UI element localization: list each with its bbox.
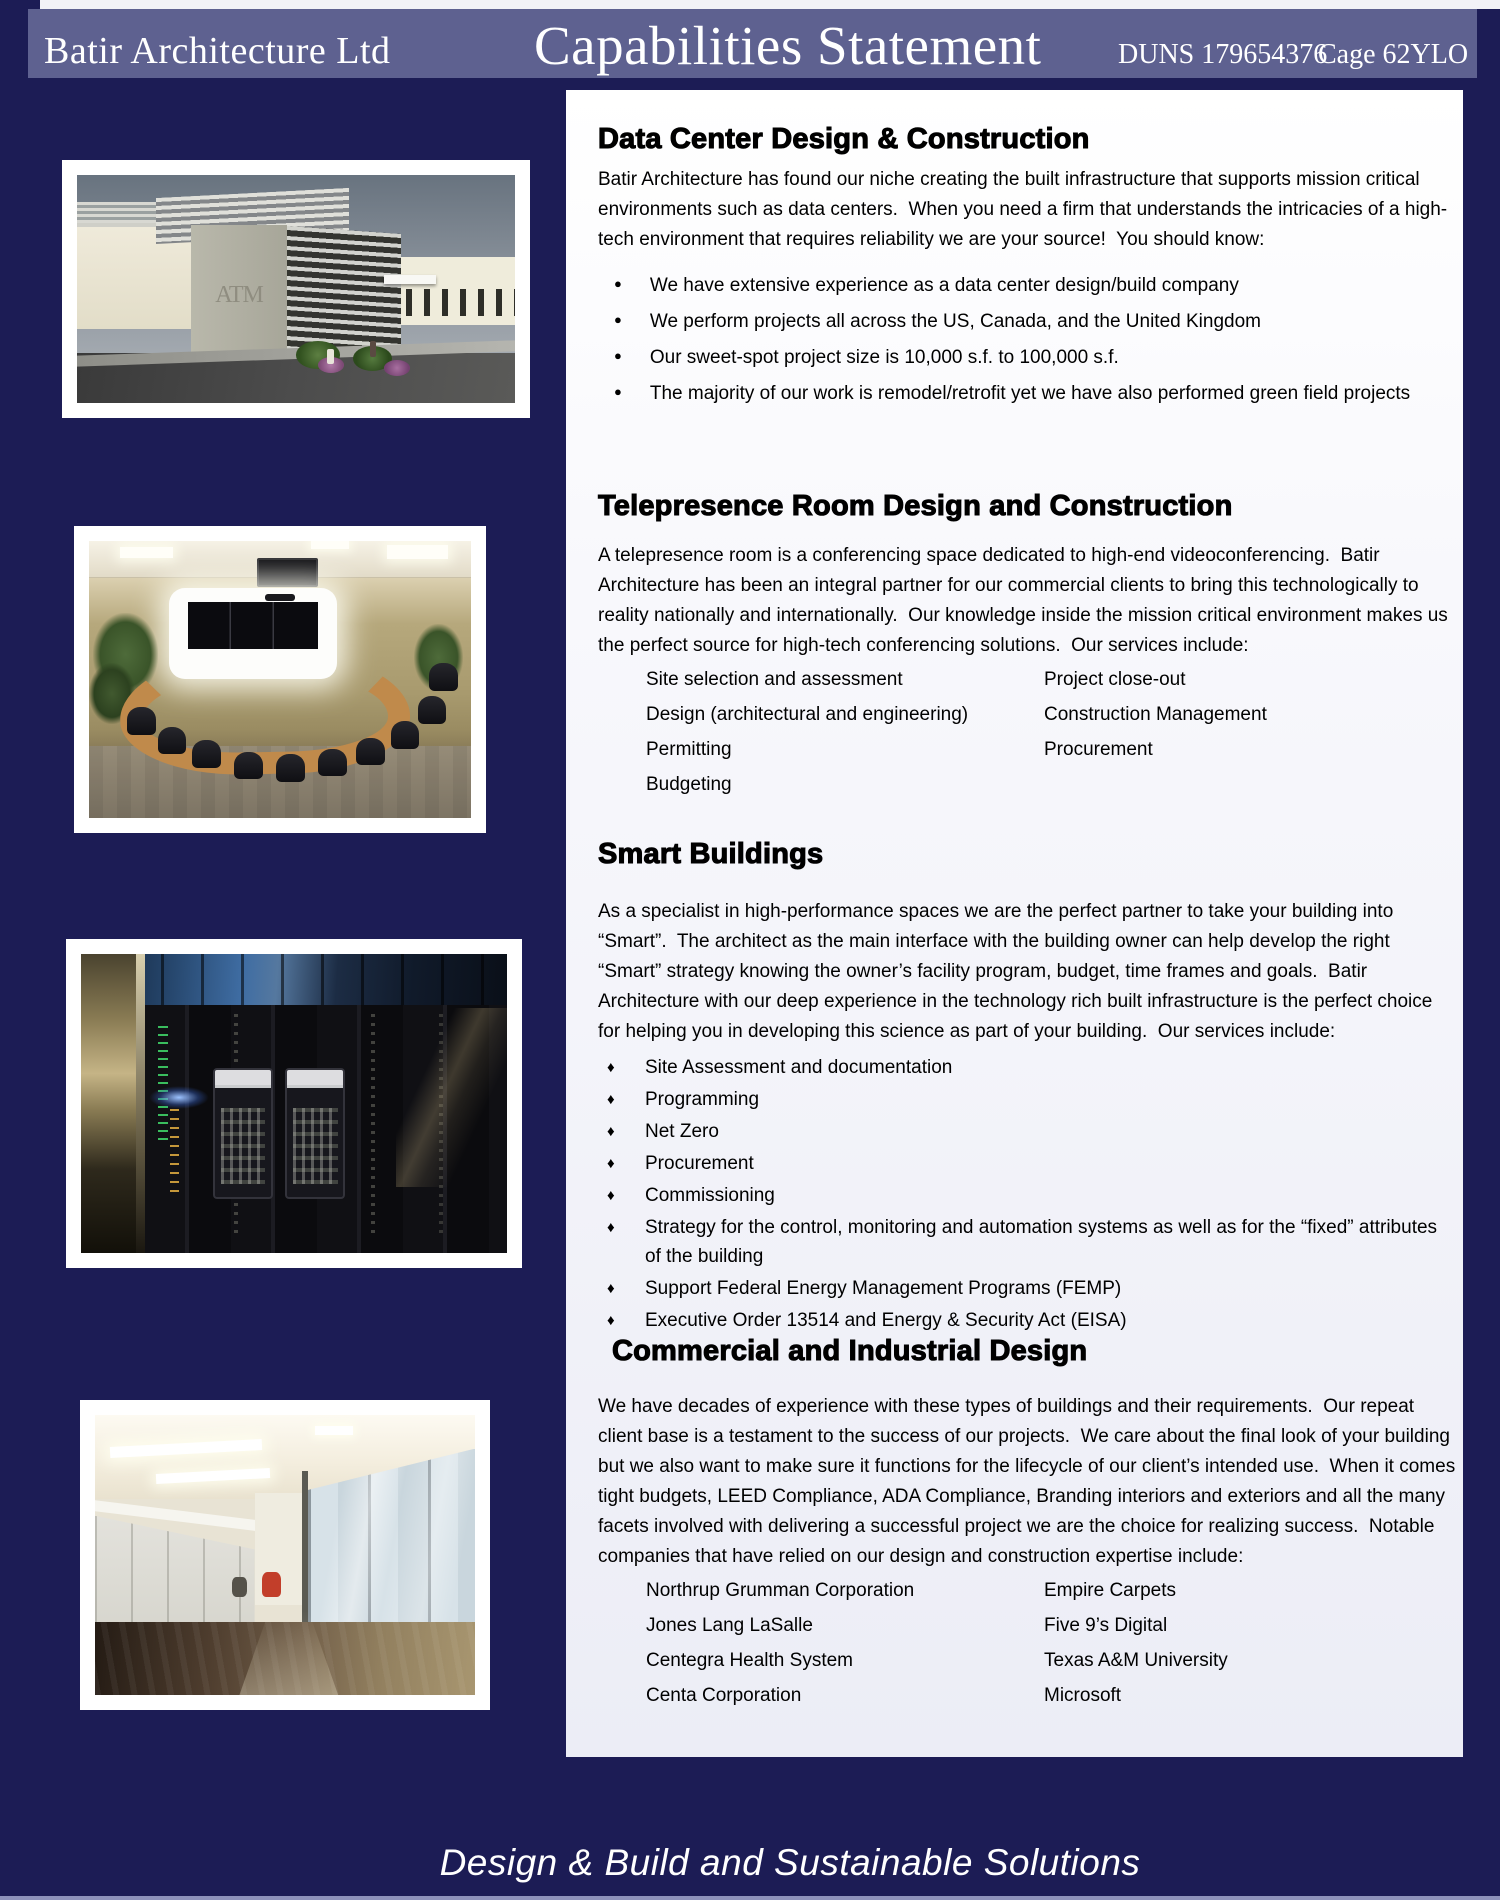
bullet-item	[598, 269, 1458, 301]
bullet-item	[598, 1053, 1458, 1082]
header	[28, 9, 1477, 78]
amber-leds	[170, 1109, 179, 1193]
bullet-text: Support Federal Energy Management Programs (FEMP)	[645, 1278, 1122, 1299]
section-commercial-industrial	[598, 1335, 1461, 1706]
client-item: Centa Corporation	[646, 1685, 802, 1706]
chair	[158, 727, 187, 755]
ceiling-light	[120, 547, 173, 558]
bullet-item	[598, 1213, 1458, 1271]
ceiling-light	[311, 541, 349, 549]
window-reflection	[81, 954, 136, 1253]
service-item: Design (architectural and engineering)	[646, 704, 969, 725]
chair	[276, 754, 305, 782]
bullet-item	[598, 377, 1458, 409]
diamond-icon: ♦	[607, 1219, 615, 1236]
bullet-text: Commissioning	[645, 1185, 775, 1206]
bullet-icon: ●	[614, 312, 622, 327]
chair	[429, 663, 458, 691]
bullet-text: Procurement	[645, 1153, 754, 1174]
entry-canopy	[384, 275, 437, 284]
bullet-text: We perform projects all across the US, Canada, and the United Kingdom	[649, 311, 1261, 332]
person-figure	[370, 341, 376, 357]
section-heading: Commercial and Industrial Design	[612, 1335, 1088, 1367]
bullet-text: Executive Order 13514 and Energy & Security Act (EISA)	[645, 1310, 1127, 1331]
services-list	[646, 669, 1458, 795]
section-heading: Smart Buildings	[598, 838, 824, 870]
service-item: Procurement	[1044, 739, 1153, 760]
flower-bush	[384, 360, 410, 376]
diamond-icon: ♦	[607, 1123, 615, 1140]
bullet-icon: ●	[614, 276, 622, 291]
diamond-bullet-list	[598, 1053, 1458, 1335]
chair	[318, 749, 347, 777]
diamond-icon: ♦	[607, 1059, 615, 1076]
window-band	[406, 289, 516, 316]
cabinet-cards	[293, 1108, 338, 1185]
footer-tagline: Design & Build and Sustainable Solutions	[439, 1842, 1141, 1883]
person-figure	[327, 349, 334, 364]
service-item: Project close-out	[1044, 669, 1186, 690]
service-item: Budgeting	[646, 774, 732, 795]
ceiling-light	[387, 545, 448, 559]
light-streak	[396, 1008, 507, 1187]
bullet-text: We have extensive experience as a data center design/build company	[649, 275, 1239, 296]
video-screens	[188, 602, 318, 649]
section-intro: As a specialist in high-performance spaces we are the perfect partner to take your building into “Smart”. The architect as the main interface with the building owner can help develop the right “Smart” strategy knowing the owner’s facility program, budget, time frames and goals. Batir Architecture with our deep experience in the technology rich built infrastructure is the perfect choice for helping you in developing this science as part of your building. Our services include:	[598, 901, 1438, 1042]
cage-code: Cage 62YLO	[1318, 39, 1469, 70]
equipment-cabinet	[285, 1068, 345, 1200]
photo-office-interior	[80, 1400, 490, 1710]
bullet-text: The majority of our work is remodel/retrofit yet we have also performed green field projects	[649, 383, 1411, 404]
ceiling-light	[315, 1426, 353, 1434]
bullet-text: Our sweet-spot project size is 10,000 s.f. to 100,000 s.f.	[649, 347, 1119, 368]
bullet-item	[598, 1149, 1458, 1178]
client-item: Five 9’s Digital	[1044, 1615, 1168, 1636]
office-interior-image	[95, 1415, 475, 1695]
bullet-icon: ●	[614, 348, 622, 363]
bullet-item	[598, 1085, 1458, 1114]
building-logo: ATM	[215, 282, 263, 309]
entry-cube	[191, 225, 287, 366]
skylight-glow	[81, 954, 507, 1005]
diamond-icon: ♦	[607, 1187, 615, 1204]
section-intro: We have decades of experience with these types of buildings and their requirements. Our repeat client base is a testament to the success of our projects. We care about the final look of your building but we also want to make sure it functions for the lifecycle of our client’s intended use. When it comes tight budgets, LEED Compliance, ADA Compliance, Branding interiors and exteriors and all the many facets involved with delivering a successful project we are the choice for realizing success. Notable companies that have relied on our design and construction expertise include:	[598, 1396, 1461, 1567]
red-chair	[262, 1572, 281, 1597]
bullet-text: Programming	[645, 1089, 760, 1110]
bullet-item	[598, 341, 1458, 373]
cabinet-cards	[221, 1108, 266, 1185]
bullet-item	[598, 305, 1458, 337]
camera-unit	[265, 594, 296, 601]
bullet-item	[598, 1117, 1458, 1146]
chair	[127, 707, 156, 735]
client-item: Texas A&M University	[1044, 1650, 1228, 1671]
office-chair	[232, 1577, 247, 1597]
chair	[418, 696, 447, 724]
section-heading: Telepresence Room Design and Construction	[598, 490, 1233, 522]
bullet-item	[598, 1181, 1458, 1210]
diamond-icon: ♦	[607, 1312, 615, 1329]
wall-display	[257, 558, 318, 587]
bullet-text: Net Zero	[645, 1121, 719, 1142]
client-item: Jones Lang LaSalle	[646, 1615, 813, 1636]
top-edge-strip	[40, 0, 1500, 9]
service-item-empty	[1044, 774, 1458, 795]
photo-telepresence-room	[74, 526, 486, 833]
bullet-item	[598, 1274, 1458, 1303]
equipment-cabinet	[213, 1068, 273, 1200]
photo-building-rendering	[62, 160, 530, 418]
chair	[192, 740, 221, 768]
chair	[234, 752, 263, 780]
diamond-icon: ♦	[607, 1280, 615, 1297]
diamond-icon: ♦	[607, 1091, 615, 1108]
rack-rail	[371, 1014, 375, 1235]
client-item: Northrup Grumman Corporation	[646, 1580, 915, 1601]
bullet-text: Strategy for the control, monitoring and automation systems as well as for the “fixed” attributes of the building	[645, 1217, 1438, 1267]
section-smart-buildings	[598, 838, 1458, 1335]
building-rendering-image	[77, 175, 515, 403]
bullet-list	[598, 269, 1458, 409]
window-frame	[136, 954, 145, 1253]
section-telepresence	[598, 490, 1458, 795]
blue-lens-flare	[149, 1086, 209, 1110]
service-item: Construction Management	[1044, 704, 1267, 725]
content-panel	[566, 90, 1463, 1757]
page-title: Capabilities Statement	[534, 15, 1042, 76]
bullet-icon: ●	[614, 384, 622, 399]
bullet-item	[598, 1306, 1458, 1335]
section-intro: Batir Architecture has found our niche creating the built infrastructure that supports mission critical environments such as data centers. When you need a firm that understands the intricacies of a high-tech environment that requires reliability we are your source! You should know:	[598, 169, 1448, 250]
company-name: Batir Architecture Ltd	[44, 30, 391, 72]
service-item: Permitting	[646, 739, 732, 760]
client-item: Centegra Health System	[646, 1650, 853, 1671]
section-intro: A telepresence room is a conferencing space dedicated to high-end videoconferencing. Batir Architecture has been an integral partner for our commercial clients to bring this technologically to reality nationally and internationally. Our knowledge inside the mission critical environment makes us the perfect source for high-tech conferencing solutions. Our services include:	[598, 545, 1454, 656]
bottom-edge-strip	[0, 1896, 1500, 1900]
diamond-icon: ♦	[607, 1155, 615, 1172]
client-item: Empire Carpets	[1044, 1580, 1176, 1601]
bullet-text: Site Assessment and documentation	[645, 1057, 953, 1078]
server-racks-image	[81, 954, 507, 1253]
duns-number: DUNS 179654376	[1118, 39, 1328, 70]
section-data-center	[598, 123, 1458, 409]
chair	[356, 738, 385, 766]
client-item: Microsoft	[1044, 1685, 1122, 1706]
service-item: Site selection and assessment	[646, 669, 903, 690]
telepresence-room-image	[89, 541, 471, 818]
chair	[391, 721, 420, 749]
section-heading: Data Center Design & Construction	[598, 123, 1090, 155]
photo-server-racks	[66, 939, 522, 1268]
client-list	[646, 1580, 1458, 1706]
